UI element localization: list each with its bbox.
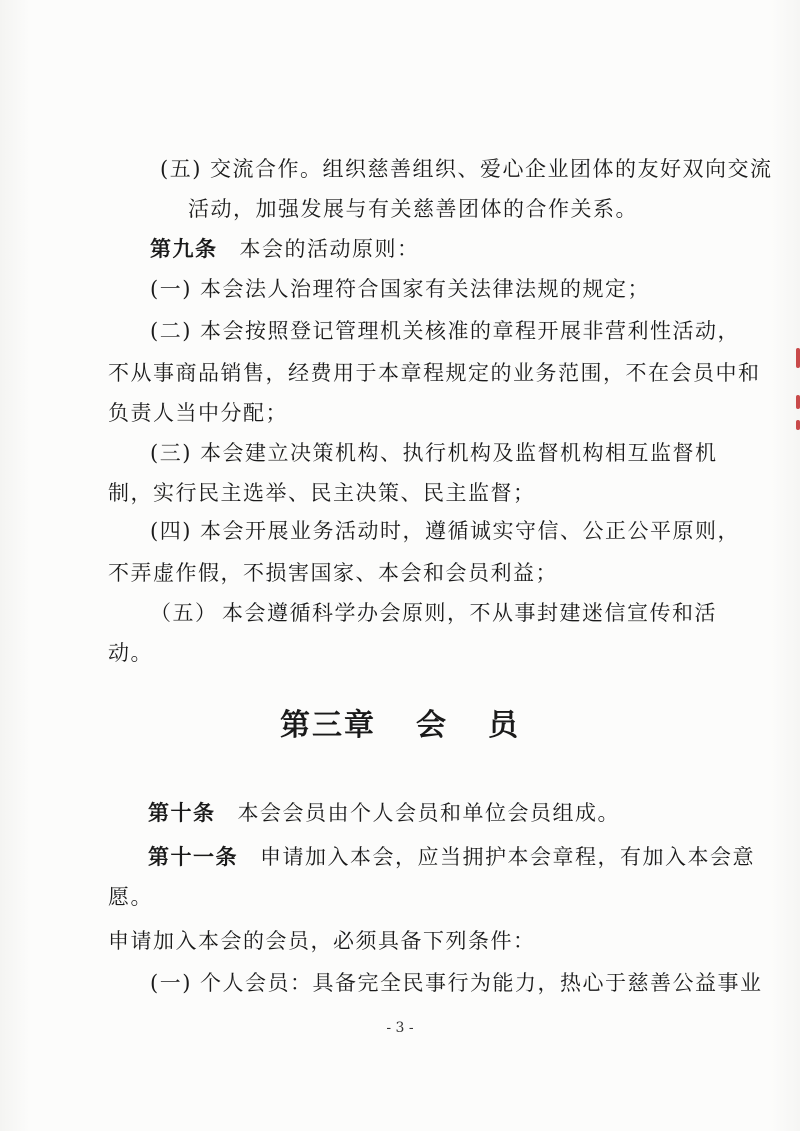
text-line: 愿。 <box>108 885 153 909</box>
page-number: - 3 - <box>386 1020 414 1036</box>
text-line: 负责人当中分配； <box>108 401 288 425</box>
text-line: 制，实行民主选举、民主决策、民主监督； <box>108 481 536 505</box>
text-line: (一) 本会法人治理符合国家有关法律法规的规定； <box>150 277 651 301</box>
text-line: (四) 本会开展业务活动时，遵循诚实守信、公正公平原则， <box>150 519 741 543</box>
chapter-title-char: 员 <box>488 708 520 743</box>
text-line: 不弄虚作假，不损害国家、本会和会员利益； <box>108 561 558 585</box>
text-line: 不从事商品销售，经费用于本章程规定的业务范围，不在会员中和 <box>108 361 761 385</box>
text-line: (一) 个人会员：具备完全民事行为能力，热心于慈善公益事业 <box>150 971 763 995</box>
seal-edge-mark <box>796 395 800 409</box>
text-line: 活动，加强发展与有关慈善团体的合作关系。 <box>188 197 638 221</box>
article-10 <box>148 797 620 827</box>
text-line: 申请加入本会的会员，必须具备下列条件： <box>108 929 536 953</box>
article-label: 第十一条 <box>148 844 238 869</box>
article-9 <box>150 233 420 263</box>
chapter-number: 第三章 <box>280 708 376 743</box>
text-line: (三) 本会建立决策机构、执行机构及监督机构相互监督机 <box>150 441 718 465</box>
article-text: 本会会员由个人会员和单位会员组成。 <box>237 801 620 825</box>
text-line: (二) 本会按照登记管理机关核准的章程开展非营利性活动， <box>150 319 741 343</box>
article-label: 第十条 <box>148 800 216 825</box>
article-11 <box>148 841 755 871</box>
seal-edge-mark <box>796 420 800 430</box>
article-text: 本会的活动原则： <box>239 237 420 261</box>
seal-edge-mark <box>796 348 800 368</box>
chapter-title-char: 会 <box>416 708 448 743</box>
text-line: (五) 交流合作。组织慈善组织、爱心企业团体的友好双向交流 <box>160 157 773 181</box>
text-line: 本会遵循科学办会原则，不从事封建迷信宣传和活 <box>222 601 717 625</box>
article-text: 申请加入本会，应当拥护本会章程，有加入本会意 <box>260 845 755 869</box>
chapter-heading <box>0 700 800 744</box>
text-line: 动。 <box>108 641 153 665</box>
text-line: （五） <box>150 601 218 625</box>
article-label: 第九条 <box>150 236 218 261</box>
